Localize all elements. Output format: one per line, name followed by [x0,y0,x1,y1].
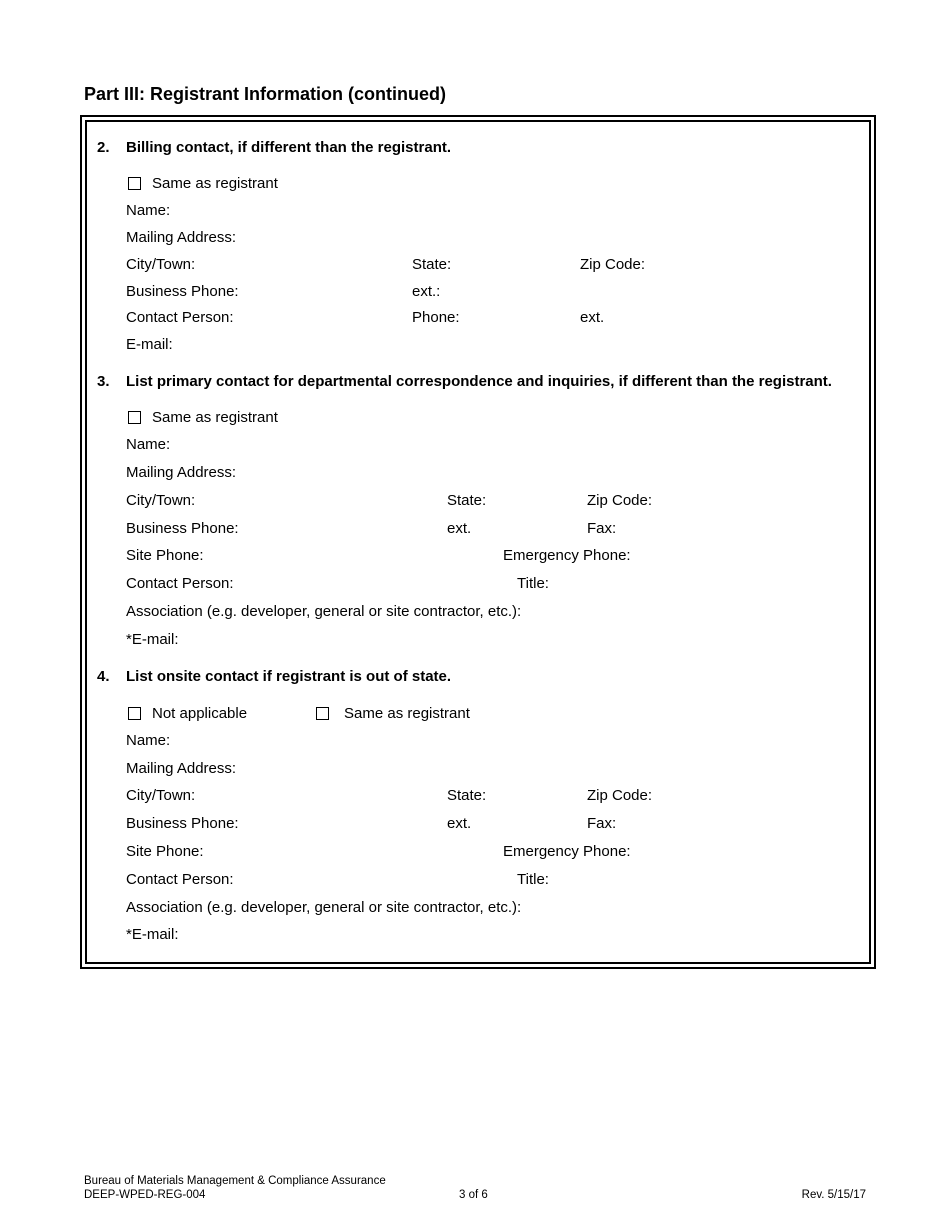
section-4-same-as-registrant-label: Same as registrant [344,705,470,722]
section-3-emergency-phone-label: Emergency Phone: [503,547,631,564]
section-3-number: 3. [97,373,110,390]
section-4-state-label: State: [447,787,487,804]
section-2-same-as-registrant-label: Same as registrant [152,175,278,192]
section-4-site-phone-label: Site Phone: [126,843,204,860]
section-2-phone-label: Phone: [412,309,460,326]
section-3-heading: List primary contact for departmental correspondence and inquiries, if different than the registrant. [126,373,832,390]
section-4-name-label: Name: [126,732,171,749]
footer-page-number: 3 of 6 [459,1189,488,1201]
section-4-city-town-label: City/Town: [126,787,196,804]
section-2-contact-person-label: Contact Person: [126,309,234,326]
section-4-title-label: Title: [517,871,549,888]
section-4-zip-code-label: Zip Code: [587,787,653,804]
section-3-mailing-address-label: Mailing Address: [126,464,237,481]
section-2-name-label: Name: [126,202,171,219]
section-3-association-label: Association (e.g. developer, general or site contractor, etc.): [126,603,522,620]
section-2-mailing-address-label: Mailing Address: [126,229,237,246]
footer-revision: Rev. 5/15/17 [801,1189,866,1201]
section-2-city-town-label: City/Town: [126,256,196,273]
page-title: Part III: Registrant Information (continued) [84,84,447,104]
section-4-not-applicable-label: Not applicable [152,705,248,722]
section-3-same-as-registrant-checkbox[interactable] [128,411,141,424]
section-4-contact-person-label: Contact Person: [126,871,234,888]
section-3-contact-person-label: Contact Person: [126,575,234,592]
section-3-state-label: State: [447,492,487,509]
section-4-not-applicable-checkbox[interactable] [128,707,141,720]
section-3-email-label: *E-mail: [126,631,179,648]
section-4-heading: List onsite contact if registrant is out of state. [126,668,452,685]
section-4-ext-label: ext. [447,815,472,832]
section-3-same-as-registrant-label: Same as registrant [152,409,278,426]
section-4-emergency-phone-label: Emergency Phone: [503,843,631,860]
section-3-business-phone-label: Business Phone: [126,520,239,537]
section-3-zip-code-label: Zip Code: [587,492,653,509]
section-2-same-as-registrant-checkbox[interactable] [128,177,141,190]
section-2-business-phone-label: Business Phone: [126,283,239,300]
section-2-email-label: E-mail: [126,336,173,353]
section-4-association-label: Association (e.g. developer, general or site contractor, etc.): [126,899,522,916]
section-2-heading: Billing contact, if different than the registrant. [126,139,452,156]
footer-form-id: DEEP-WPED-REG-004 [84,1189,206,1201]
section-4-number: 4. [97,668,110,685]
section-2-number: 2. [97,139,110,156]
section-3-title-label: Title: [517,575,549,592]
section-3-site-phone-label: Site Phone: [126,547,204,564]
section-2-zip-code-label: Zip Code: [580,256,646,273]
footer-bureau: Bureau of Materials Management & Compliance Assurance [84,1175,386,1187]
section-4-email-label: *E-mail: [126,926,179,943]
section-2-ext-label: ext.: [412,283,441,300]
section-3-city-town-label: City/Town: [126,492,196,509]
section-3-ext-label: ext. [447,520,472,537]
section-2-state-label: State: [412,256,452,273]
section-2-phone-ext-label: ext. [580,309,605,326]
section-3-fax-label: Fax: [587,520,617,537]
section-4-fax-label: Fax: [587,815,617,832]
section-4-mailing-address-label: Mailing Address: [126,760,237,777]
section-4-same-as-registrant-checkbox[interactable] [316,707,329,720]
section-4-business-phone-label: Business Phone: [126,815,239,832]
section-3-name-label: Name: [126,436,171,453]
